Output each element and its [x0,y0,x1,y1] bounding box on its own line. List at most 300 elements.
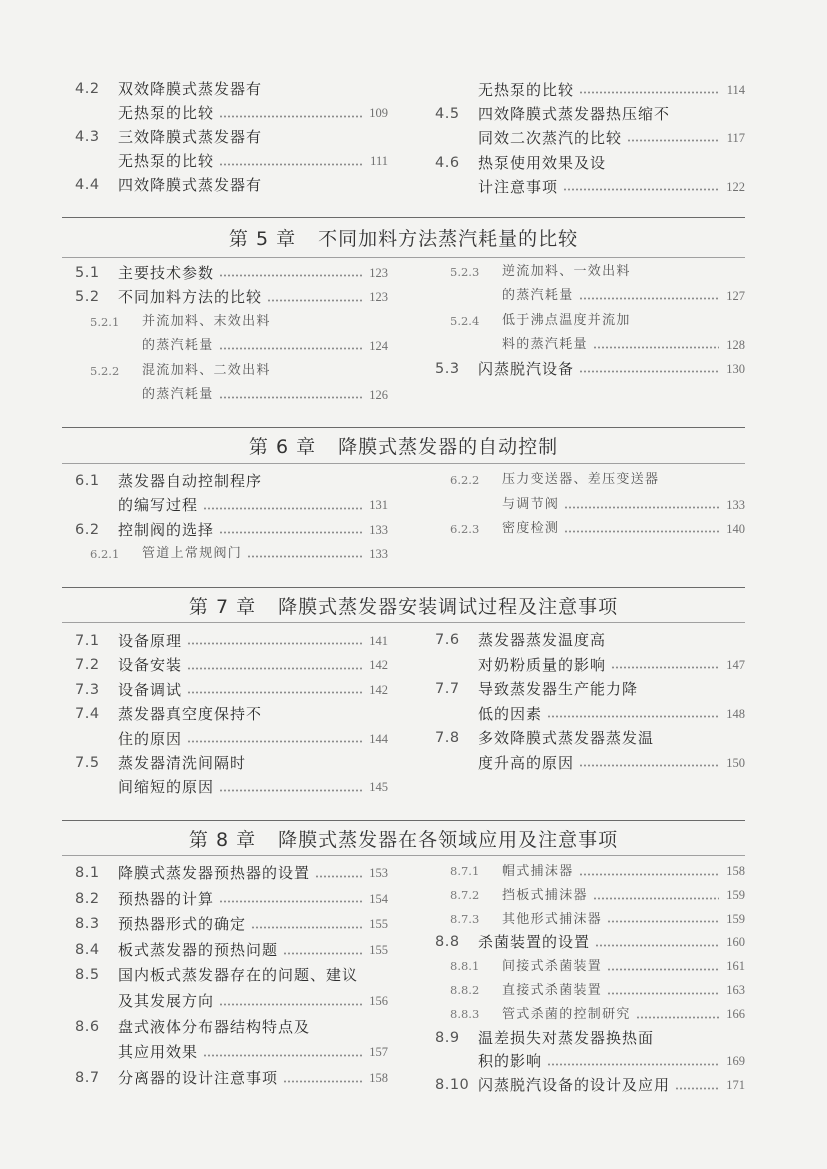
section-title: 无热泵的比较 [118,151,215,170]
page-number: 156 [369,993,388,1008]
page-number: 127 [726,289,745,304]
page-number: 123 [369,290,388,305]
section-number: 8.9 [435,1029,460,1046]
section-title: 低的因素 [478,704,543,723]
toc-entry [435,726,745,775]
toc-column-left [75,469,388,567]
page-number: 123 [369,266,388,280]
toc-entry-line [435,628,745,653]
toc-entry [435,309,745,358]
toc-entry-line [435,860,745,884]
page-number: 140 [726,522,745,536]
page-number: 144 [369,731,388,746]
toc-entry-line [75,1066,388,1092]
toc-entry-line [435,284,745,308]
toc-entry [435,860,745,884]
dot-leader [607,968,719,971]
section-title: 设备调试 [118,680,183,699]
toc-entry-line [75,702,388,726]
toc-entry [75,938,388,964]
toc-entry [75,518,388,542]
section-title: 的蒸汽耗量 [142,338,214,354]
section-title: 与调节阀 [502,496,560,512]
toc-entry [75,542,388,566]
toc-entry [435,628,745,677]
toc-entry [435,1003,745,1027]
section-title: 热泵使用效果及设 [478,153,607,172]
page-number: 159 [726,911,745,926]
section-title: 分离器的设计注意事项 [118,1068,279,1087]
section-number: 8.7.1 [450,864,480,878]
dot-leader [627,139,720,142]
chapter-number: 第 8 章 [188,828,257,851]
section-number: 8.8.1 [450,959,480,974]
toc-entry [75,174,388,198]
section-title: 管道上常规阀门 [142,546,243,562]
chapter-heading [62,217,745,258]
toc-entry-line [435,309,745,333]
toc-entry-line [435,751,745,776]
toc-entry-line [435,1027,745,1051]
chapter-heading [62,427,745,464]
toc-entry-line [75,493,388,517]
page-number: 157 [369,1045,388,1060]
section-number: 8.7.3 [450,911,480,926]
toc-entry-line [435,702,745,727]
dot-leader [547,1063,719,1066]
section-title: 降膜式蒸发器预热器的设置 [118,864,311,882]
chapter-title: 降膜式蒸发器在各领域应用及注意事项 [278,828,619,851]
section-number: 5.1 [75,265,100,281]
page-number: 147 [726,657,745,672]
toc-column-left [75,261,388,407]
section-number: 7.6 [435,632,460,648]
dot-leader [607,992,719,995]
toc-entry-line [75,912,388,938]
section-title: 预热器形式的确定 [118,915,247,934]
toc-entry [75,126,388,174]
dot-leader [219,163,363,166]
toc-entry-line [435,1074,745,1098]
page-number: 163 [726,982,745,997]
toc-entry-line [75,542,388,566]
toc-entry [435,357,745,381]
section-number: 8.8 [435,934,460,951]
toc-entry [75,359,388,408]
dot-leader [219,531,362,534]
toc-entry-line [75,1040,388,1066]
section-title: 板式蒸发器的预热问题 [118,940,279,959]
section-number: 8.6 [75,1018,100,1035]
toc-entry-line [75,653,388,677]
toc-entry [435,1027,745,1075]
toc-entry-line [435,908,745,932]
page-number: 109 [369,105,388,120]
section-number: 7.5 [75,754,100,771]
section-title: 对奶粉质量的影响 [478,655,607,674]
toc-entry [435,517,745,542]
dot-leader [579,91,720,94]
toc-entry [75,1015,388,1066]
section-title: 混流加料、二效出料 [142,362,271,378]
section-number: 8.10 [435,1077,470,1094]
section-number: 4.5 [435,106,460,123]
toc-entry [75,751,388,800]
section-title: 主要技术参数 [118,264,215,282]
dot-leader [219,900,362,903]
toc-column-left [75,78,388,197]
toc-entry [75,261,388,285]
dot-leader [564,506,719,509]
section-number: 4.4 [75,176,100,193]
toc-entry-line [75,469,388,493]
dot-leader [187,642,362,645]
dot-leader [219,1003,362,1006]
dot-leader [593,897,719,900]
page-number: 122 [726,179,745,194]
section-title: 盘式液体分布器结构特点及 [118,1017,311,1036]
dot-leader [283,1080,362,1083]
toc-column-left [75,629,388,800]
toc-entry [435,931,745,955]
toc-entry-line [75,727,388,751]
section-number: 7.2 [75,657,100,674]
section-number: 6.2 [75,521,100,538]
toc-entry-line [75,629,388,653]
section-number: 4.2 [75,81,100,97]
section-number: 7.7 [435,681,460,698]
dot-leader [579,873,720,876]
dot-leader [315,875,362,878]
toc-entry-line [435,517,745,542]
page-number: 128 [726,337,745,352]
section-title: 其应用效果 [118,1043,199,1062]
section-title: 温差损失对蒸发器换热面 [478,1028,655,1047]
toc-entry [75,1066,388,1092]
section-number: 7.8 [435,730,460,747]
page-number: 142 [369,682,388,697]
dot-leader [563,188,719,191]
page-number: 155 [369,942,388,957]
dot-leader [187,667,362,670]
section-title: 四效降膜式蒸发器有 [118,175,263,194]
toc-entry [75,653,388,677]
section-number: 8.2 [75,890,100,907]
section-title: 蒸发器蒸发温度高 [478,631,607,649]
toc-entry-line [435,884,745,908]
section-title: 设备原理 [118,632,183,650]
section-title: 间缩短的原因 [118,778,215,797]
toc-entry-line [75,334,388,358]
chapter-number: 第 6 章 [248,436,317,458]
toc-entry-line [75,861,388,887]
toc-entry-line [75,174,388,198]
page-number: 142 [369,658,388,673]
toc-entry-line [75,261,388,285]
chapter-heading [62,820,745,856]
toc-entry-line [435,102,745,126]
dot-leader [219,115,362,118]
section-title: 度升高的原因 [478,753,575,772]
section-number: 5.3 [435,361,460,378]
page-number: 161 [726,959,745,974]
toc-entry-line [435,677,745,702]
toc-entry-line [435,931,745,955]
dot-leader [593,346,719,349]
toc-entry-line [75,938,388,964]
section-number: 8.1 [75,865,100,881]
section-title: 不同加料方法的比较 [118,288,263,307]
toc-entry-line [435,357,745,381]
page-number: 169 [726,1054,745,1069]
section-number: 8.7.2 [450,887,480,902]
page-number: 133 [369,547,388,562]
toc-column-right [435,468,745,542]
dot-leader [595,944,719,947]
toc-entry [435,260,745,309]
section-title: 控制阀的选择 [118,520,215,539]
toc-entry-line [435,151,745,175]
toc-entry [435,884,745,908]
section-title: 及其发展方向 [118,991,215,1010]
toc-column-right [435,860,745,1098]
section-title: 多效降膜式蒸发器蒸发温 [478,729,655,748]
page-number: 159 [726,887,745,902]
section-title: 压力变送器、差压变送器 [502,472,660,487]
toc-entry [435,78,745,102]
section-title: 的蒸汽耗量 [142,386,214,402]
page-number: 166 [726,1006,745,1021]
section-title: 预热器的计算 [118,889,215,908]
section-title: 双效降膜式蒸发器有 [118,80,263,98]
toc-entry [75,887,388,913]
toc-entry-line [75,775,388,799]
section-title: 并流加料、末效出料 [142,313,271,329]
chapter-title: 降膜式蒸发器的自动控制 [338,436,559,458]
toc-entry-line [75,150,388,174]
section-title: 计注意事项 [478,177,559,196]
toc-entry [435,979,745,1003]
page-number: 153 [369,866,388,880]
toc-entry-line [75,102,388,126]
page-number: 160 [726,935,745,950]
chapter-number: 第 7 章 [188,595,257,618]
section-title: 其他形式捕沫器 [502,911,603,927]
toc-entry-line [75,518,388,542]
toc-entry-line [75,1015,388,1041]
section-number: 5.2.2 [90,363,120,378]
dot-leader [203,507,362,510]
dot-leader [187,740,362,743]
section-number: 6.2.2 [450,473,480,487]
toc-entry-line [435,653,745,678]
page-number: 141 [369,634,388,648]
toc-column-right [435,628,745,776]
toc-entry-line [75,678,388,702]
page-number: 155 [369,917,388,932]
page-number: 117 [726,131,745,146]
dot-leader [675,1087,719,1090]
section-title: 低于沸点温度并流加 [502,312,631,328]
toc-entry [75,469,388,518]
section-title: 蒸发器真空度保持不 [118,705,263,724]
toc-column-left [75,861,388,1091]
page-number: 133 [369,522,388,537]
section-number: 6.2.3 [450,522,480,536]
section-title: 管式杀菌的控制研究 [502,1006,631,1022]
page-number: 133 [726,497,745,512]
page-number: 148 [726,706,745,721]
toc-entry [435,1074,745,1098]
toc-entry-line [435,126,745,150]
section-number: 8.7 [75,1069,100,1086]
toc-entry-line [75,359,388,383]
section-number: 6.2.1 [90,547,120,562]
section-number: 8.8.3 [450,1006,480,1021]
dot-leader [579,764,719,767]
toc-entry-line [435,726,745,751]
page-number: 158 [726,864,745,878]
section-number: 8.4 [75,941,100,958]
section-title: 闪蒸脱汽设备 [478,360,575,379]
dot-leader [267,299,362,302]
toc-entry-line [75,126,388,150]
dot-leader [187,691,362,694]
section-number: 8.8.2 [450,982,480,997]
section-title: 逆流加料、一效出料 [502,264,631,279]
toc-entry-line [75,963,388,989]
toc-entry [435,468,745,517]
section-title: 密度检测 [502,521,560,536]
section-number: 4.3 [75,128,100,145]
dot-leader [579,370,719,373]
section-title: 的蒸汽耗量 [502,288,574,304]
toc-column-right [435,260,745,381]
section-title: 设备安装 [118,656,183,675]
dot-leader [219,347,363,350]
section-title: 直接式杀菌装置 [502,982,603,998]
dot-leader [219,789,362,792]
page-number: 111 [370,153,388,168]
dot-leader [564,530,719,533]
page-number: 158 [369,1070,388,1085]
dot-leader [607,920,719,923]
chapter-heading [62,587,745,623]
section-number: 6.1 [75,473,100,489]
page-number: 124 [369,339,388,354]
section-number: 5.2.4 [450,313,480,328]
toc-entry-line [75,78,388,102]
toc-entry [75,310,388,359]
toc-entry-line [435,955,745,979]
section-title: 挡板式捕沫器 [502,887,588,903]
toc-entry-line [435,493,745,518]
toc-entry-line [435,1003,745,1027]
toc-entry [435,955,745,979]
toc-entry-line [75,285,388,309]
page-number: 126 [369,387,388,402]
toc-entry-line [435,979,745,1003]
dot-leader [636,1016,720,1019]
section-title: 三效降膜式蒸发器有 [118,127,263,146]
section-number: 5.2 [75,289,100,306]
section-title: 国内板式蒸发器存在的问题、建议 [118,966,359,985]
toc-entry [75,861,388,887]
section-number: 7.4 [75,706,100,723]
section-title: 四效降膜式蒸发器热压缩不 [478,105,671,124]
dot-leader [283,952,362,955]
dot-leader [251,926,362,929]
section-number: 4.6 [435,154,460,171]
page-number: 114 [726,83,745,97]
toc-entry-line [75,383,388,407]
toc-entry-line [75,989,388,1015]
toc-entry-line [435,175,745,199]
dot-leader [611,666,719,669]
section-number: 5.2.1 [90,314,120,329]
toc-entry [435,677,745,726]
section-title: 无热泵的比较 [478,81,575,99]
page-number: 131 [369,498,388,513]
toc-entry-line [435,1050,745,1074]
toc-entry-line [75,751,388,775]
section-title: 的编写过程 [118,496,199,515]
section-title: 闪蒸脱汽设备的设计及应用 [478,1076,671,1095]
dot-leader [219,274,362,277]
dot-leader [579,297,720,300]
dot-leader [219,396,363,399]
toc-entry-line [435,468,745,493]
section-title: 蒸发器自动控制程序 [118,472,263,490]
toc-entry [435,908,745,932]
section-title: 积的影响 [478,1052,543,1071]
toc-entry [435,102,745,150]
page-number: 154 [369,891,388,906]
toc-entry [75,912,388,938]
section-title: 蒸发器清洗间隔时 [118,753,247,772]
toc-entry-line [435,78,745,102]
toc-entry-line [75,887,388,913]
chapter-number: 第 5 章 [228,228,297,250]
section-title: 间接式杀菌装置 [502,959,603,975]
toc-entry [75,78,388,126]
toc-column-right [435,78,745,199]
page-number: 145 [369,780,388,795]
dot-leader [203,1054,362,1057]
toc-entry [75,629,388,653]
section-title: 杀菌装置的设置 [478,933,591,952]
toc-entry [75,963,388,1014]
section-number: 8.3 [75,916,100,933]
dot-leader [547,715,719,718]
section-number: 7.1 [75,633,100,649]
page-number: 130 [726,362,745,377]
toc-entry [75,678,388,702]
dot-leader [247,555,362,558]
section-title: 无热泵的比较 [118,103,215,122]
toc-entry [75,702,388,751]
toc-entry-line [435,260,745,284]
section-title: 帽式捕沫器 [502,864,574,879]
section-number: 5.2.3 [450,265,480,279]
section-title: 导致蒸发器生产能力降 [478,680,639,699]
section-title: 料的蒸汽耗量 [502,336,588,352]
section-title: 住的原因 [118,729,183,748]
section-number: 8.5 [75,967,100,984]
toc-entry-line [435,333,745,357]
page-number: 150 [726,755,745,770]
chapter-title: 不同加料方法蒸汽耗量的比较 [318,228,579,250]
